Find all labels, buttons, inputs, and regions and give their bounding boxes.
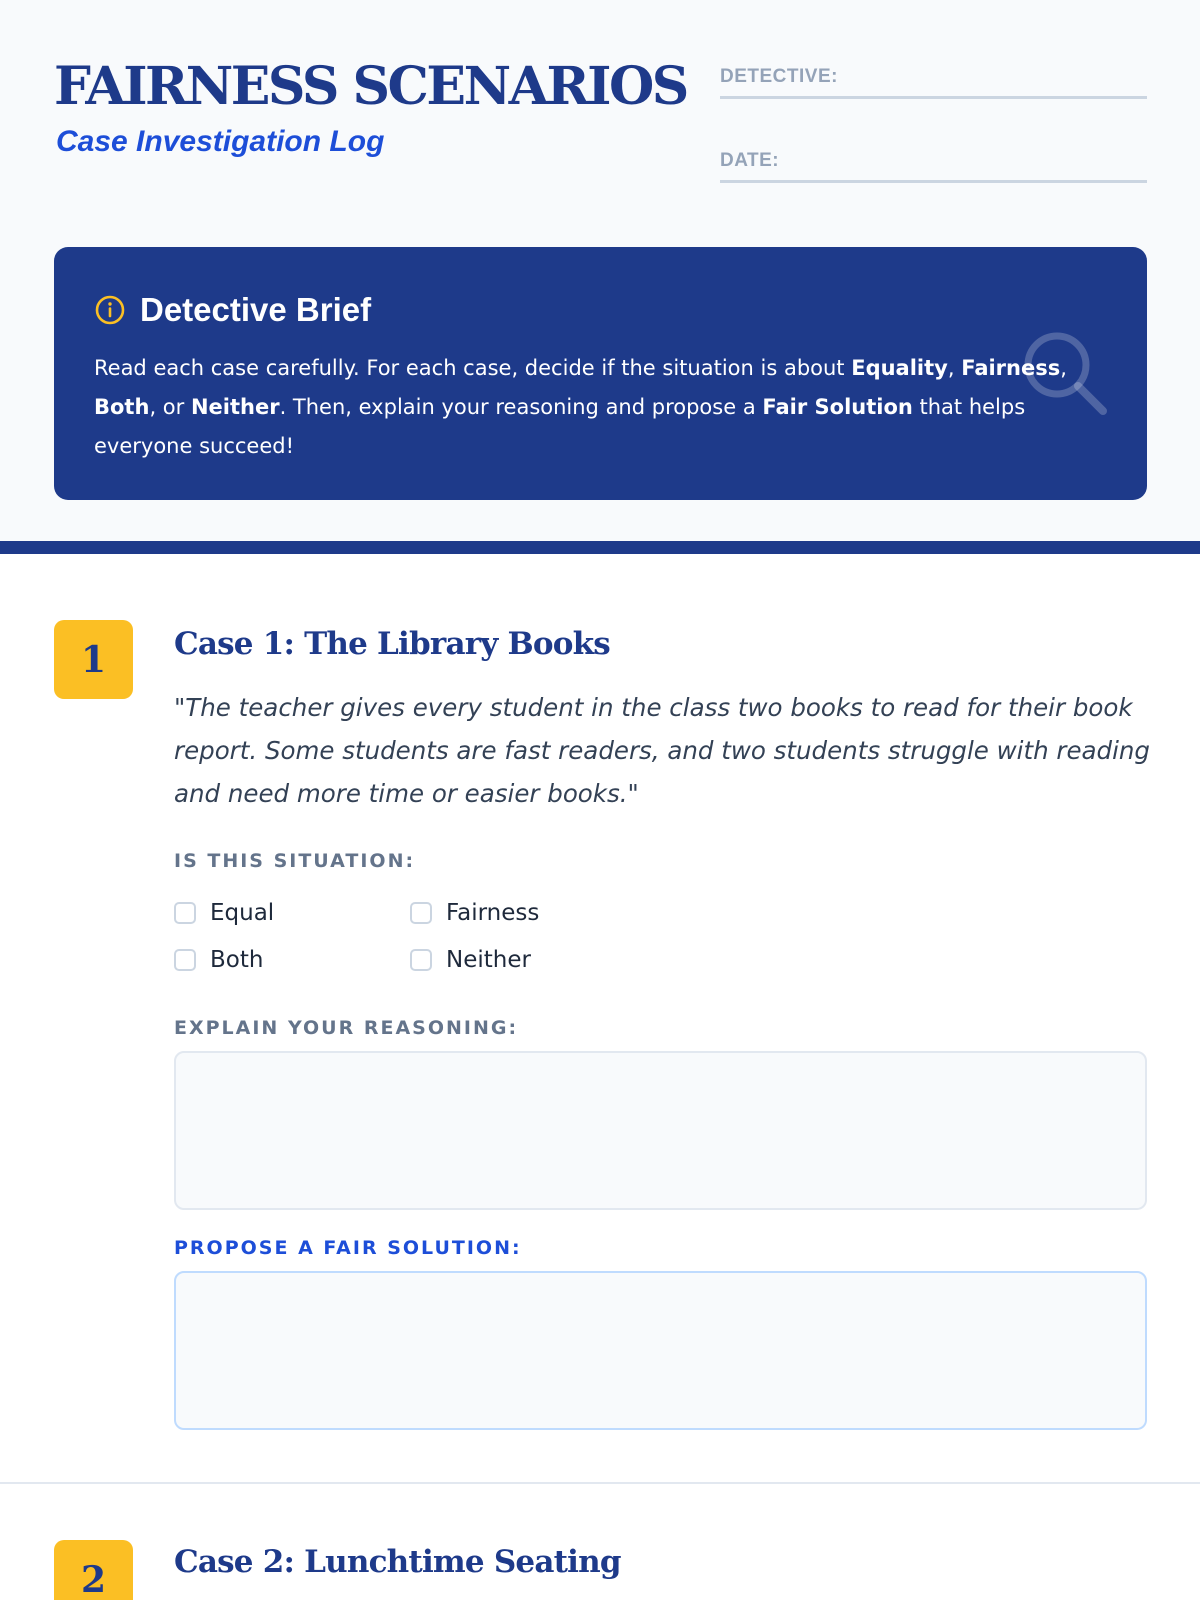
case-title: Case 1: The Library Books (174, 626, 610, 662)
checkbox[interactable] (410, 949, 432, 971)
reasoning-textarea[interactable] (174, 1051, 1147, 1210)
page-subtitle: Case Investigation Log (56, 125, 385, 158)
brief-text-part: , or (149, 395, 191, 419)
checkbox[interactable] (174, 902, 196, 924)
header (0, 0, 1200, 554)
detective-field[interactable] (720, 66, 1147, 99)
brief-text-part: Read each case carefully. For each case, decide if the situation is about (94, 356, 852, 380)
info-circle-icon (94, 294, 126, 326)
case-number-badge: 2 (54, 1540, 133, 1600)
brief-text-part: , (947, 356, 962, 380)
reasoning-label: EXPLAIN YOUR REASONING: (174, 1017, 519, 1039)
brief-instructions (94, 349, 1107, 466)
term-fair-solution: Fair Solution (762, 395, 913, 419)
page-title: FAIRNESS SCENARIOS (54, 56, 687, 117)
solution-label: PROPOSE A FAIR SOLUTION: (174, 1237, 522, 1259)
case-section (0, 1484, 1200, 1600)
case-title: Case 2: Lunchtime Seating (174, 1544, 621, 1580)
brief-text-part: that helps everyone succeed! (94, 395, 1026, 458)
option-equal[interactable] (174, 900, 274, 926)
option-label: Both (210, 947, 264, 973)
detective-brief-card (54, 247, 1147, 500)
checkbox[interactable] (174, 949, 196, 971)
case-number-badge: 1 (54, 620, 133, 699)
solution-textarea[interactable] (174, 1271, 1147, 1430)
brief-title: Detective Brief (140, 291, 372, 328)
term-equality: Equality (851, 356, 948, 380)
brief-text-part: . Then, explain your reasoning and propose a (279, 395, 763, 419)
detective-label: DETECTIVE: (720, 66, 838, 87)
term-fairness: Fairness (961, 356, 1061, 380)
option-label: Equal (210, 900, 275, 926)
term-neither: Neither (190, 395, 280, 419)
case-scenario-quote: "The teacher gives every student in the class two books to read for their book report. Some students are fast readers, and two students struggle with reading and need more time or easier books." (174, 693, 1150, 808)
option-fairness[interactable] (410, 900, 539, 926)
option-both[interactable] (174, 947, 263, 973)
brief-heading (94, 291, 1107, 329)
option-label: Fairness (446, 900, 540, 926)
brief-text-part: , (1060, 356, 1067, 380)
option-neither[interactable] (410, 947, 531, 973)
case-section (0, 554, 1200, 1484)
option-label: Neither (446, 947, 531, 973)
date-label: DATE: (720, 150, 780, 171)
situation-label: IS THIS SITUATION: (174, 850, 416, 872)
term-both: Both (94, 395, 150, 419)
date-field[interactable] (720, 150, 1147, 183)
checkbox[interactable] (410, 902, 432, 924)
